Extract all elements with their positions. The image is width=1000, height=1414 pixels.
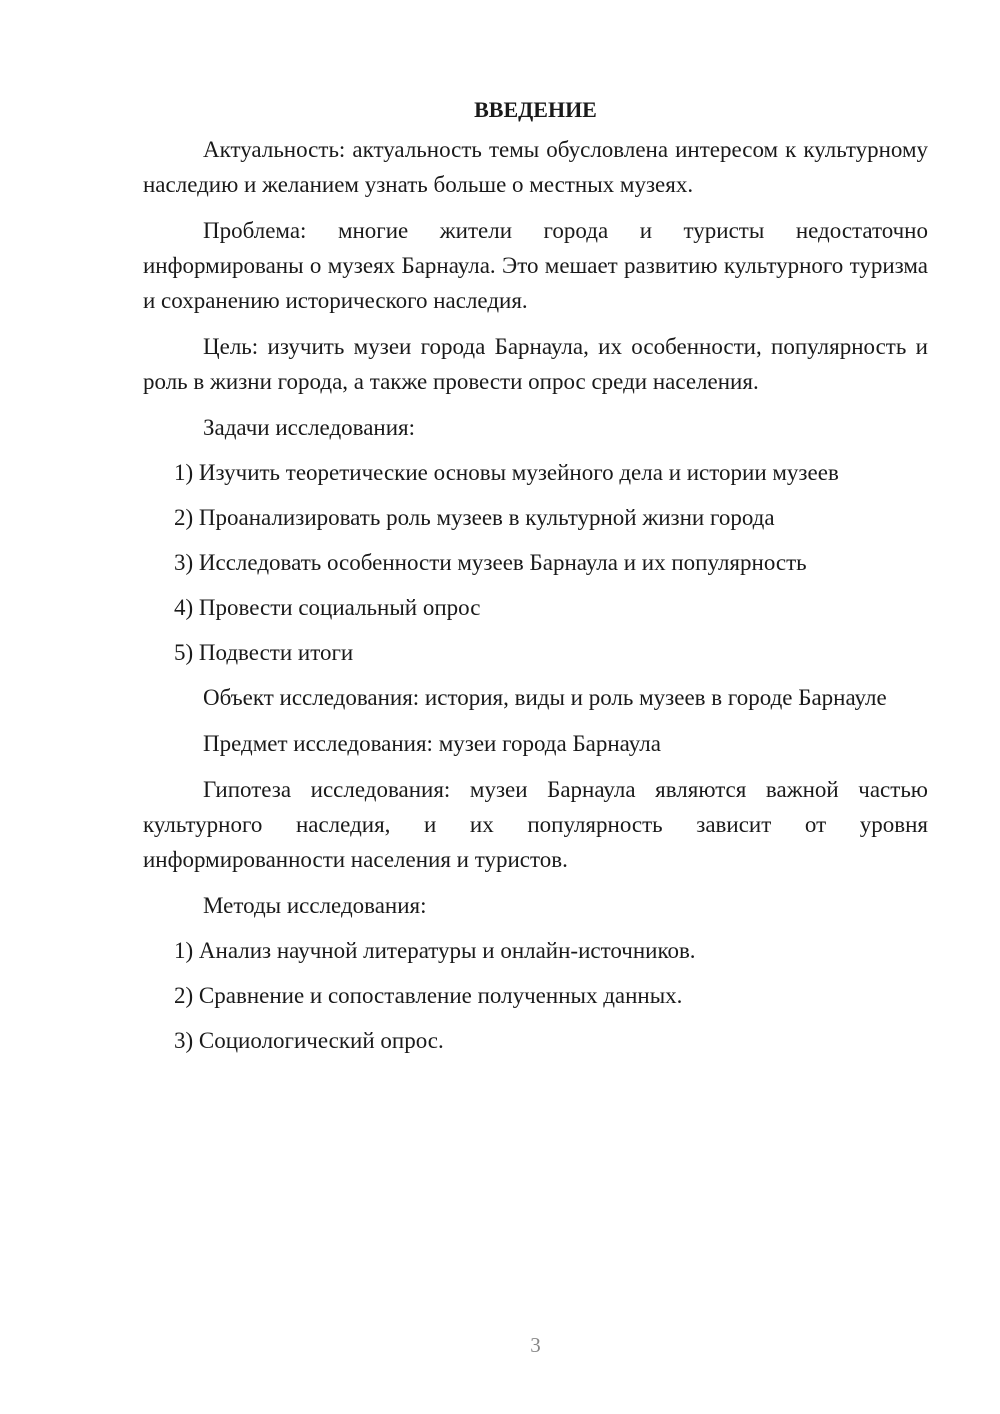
spacer: [143, 670, 928, 680]
method-item: 2) Сравнение и сопоставление полученных данных.: [174, 983, 683, 1008]
spacer: [143, 202, 928, 213]
method-item: 1) Анализ научной литературы и онлайн-источников.: [174, 938, 696, 963]
spacer: [143, 445, 928, 455]
task-item: 2) Проанализировать роль музеев в культурной жизни города: [174, 505, 775, 530]
spacer: [143, 490, 928, 500]
task-item: 4) Провести социальный опрос: [174, 595, 481, 620]
hypothesis-paragraph: Гипотеза исследования: музеи Барнаула являются важной частью культурного наследия, и их популярность зависит от уровня информированности населения и туристов.: [143, 777, 928, 872]
spacer: [143, 399, 928, 410]
subject-paragraph: Предмет исследования: музеи города Барнаула: [203, 731, 661, 756]
spacer: [143, 535, 928, 545]
tasks-heading: Задачи исследования:: [203, 415, 416, 440]
methods-heading: Методы исследования:: [203, 893, 427, 918]
spacer: [143, 318, 928, 329]
spacer: [143, 923, 928, 933]
task-item: 3) Исследовать особенности музеев Барнаула и их популярность: [174, 550, 807, 575]
spacer: [143, 1013, 928, 1023]
page-title: ВВЕДЕНИЕ: [474, 97, 597, 122]
page-number: 3: [530, 1333, 541, 1357]
task-item: 5) Подвести итоги: [174, 640, 354, 665]
object-paragraph: Объект исследования: история, виды и роль музеев в городе Барнауле: [203, 685, 887, 710]
relevance-paragraph: Актуальность: актуальность темы обусловлена интересом к культурному наследию и желанием узнать больше о местных музеях.: [143, 137, 928, 197]
goal-paragraph: Цель: изучить музеи города Барнаула, их особенности, популярность и роль в жизни города, а также провести опрос среди населения.: [143, 334, 928, 394]
page-content: [143, 92, 928, 1058]
spacer: [143, 715, 928, 726]
task-item: 1) Изучить теоретические основы музейного дела и истории музеев: [174, 460, 839, 485]
method-item: 3) Социологический опрос.: [174, 1028, 444, 1053]
spacer: [143, 580, 928, 590]
spacer: [143, 761, 928, 772]
spacer: [143, 968, 928, 978]
spacer: [143, 877, 928, 888]
problem-paragraph: Проблема: многие жители города и туристы недостаточно информированы о музеях Барнаула. Это мешает развитию культурного туризма и сохранению исторического наследия.: [143, 218, 928, 313]
spacer: [143, 625, 928, 635]
